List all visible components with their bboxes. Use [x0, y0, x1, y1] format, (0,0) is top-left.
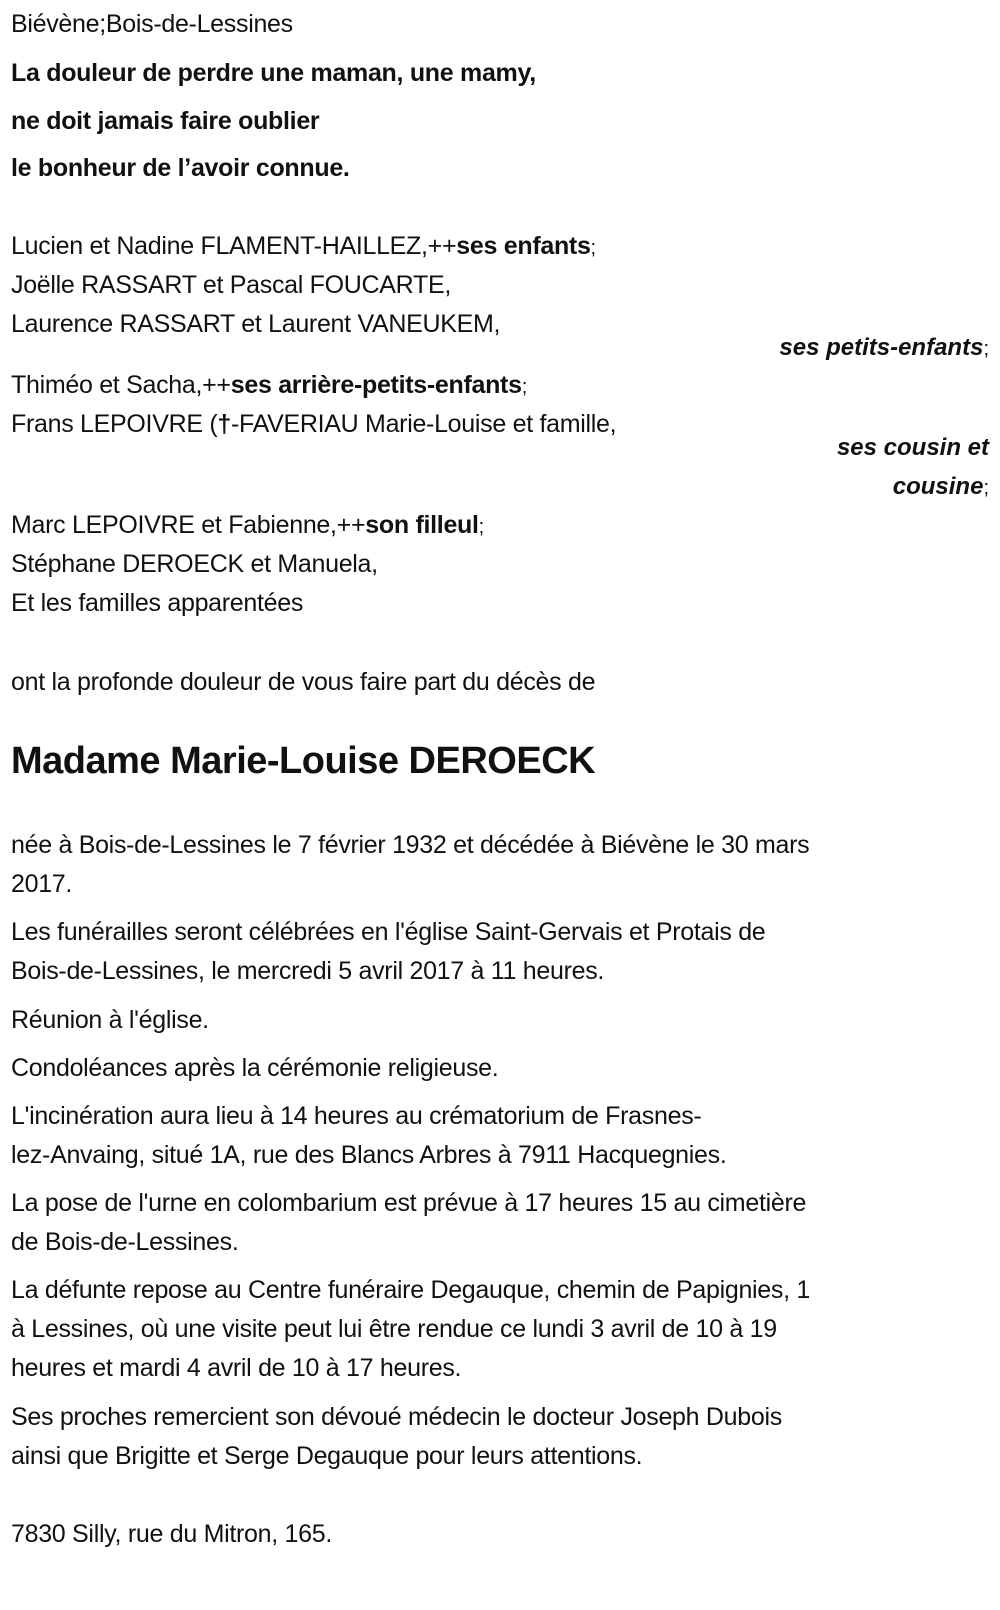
great-grandchildren-relation: ses arrière-petits-enfants — [230, 371, 522, 399]
separator: ; — [590, 237, 596, 259]
grandchildren-relation-label: ses petits-enfants — [779, 334, 984, 361]
meeting: Réunion à l'église. — [11, 1006, 209, 1034]
cremation-1: L'incinération aura lieu à 14 heures au crématorium de Frasnes- — [11, 1102, 702, 1130]
separator: ; — [983, 338, 989, 360]
rest-3: heures et mardi 4 avril de 10 à 17 heures. — [11, 1354, 462, 1382]
children-names: Lucien et Nadine FLAMENT-HAILLEZ,++ — [11, 232, 457, 260]
urn-2: de Bois-de-Lessines. — [11, 1228, 239, 1256]
separator: ; — [983, 477, 989, 499]
family-great-grandchildren — [11, 370, 527, 402]
grandchildren-relation — [779, 333, 989, 364]
thanks-1: Ses proches remercient son dévoué médecin le docteur Joseph Dubois — [11, 1403, 782, 1431]
family-children — [11, 231, 596, 263]
cremation-2: lez-Anvaing, situé 1A, rue des Blancs Arbres à 7911 Hacquegnies. — [11, 1141, 727, 1169]
location-header: Biévène;Bois-de-Lessines — [11, 10, 293, 38]
godson-relation: son filleul — [365, 511, 479, 539]
rest-1: La défunte repose au Centre funéraire Degauque, chemin de Papignies, 1 — [11, 1276, 811, 1304]
family-other-2: Et les familles apparentées — [11, 589, 304, 617]
condolences: Condoléances après la cérémonie religieuse. — [11, 1054, 499, 1082]
birth-death-2: 2017. — [11, 870, 73, 898]
poem-line-1: La douleur de perdre une maman, une mamy, — [11, 59, 536, 87]
poem-line-3: le bonheur de l’avoir connue. — [11, 154, 350, 182]
cousins-relation-line-2 — [893, 472, 989, 503]
grandchild-2: Laurence RASSART et Laurent VANEUKEM, — [11, 310, 501, 338]
cousins-names: Frans LEPOIVRE ( — [11, 410, 218, 438]
godson-names: Marc LEPOIVRE et Fabienne,++ — [11, 511, 366, 539]
cousins-relation-line-1: ses cousin et — [836, 434, 989, 461]
deceased-name: Madame Marie-Louise DEROECK — [11, 740, 596, 782]
family-godson — [11, 510, 484, 542]
family-cousins — [11, 409, 616, 439]
grandchild-1: Joëlle RASSART et Pascal FOUCARTE, — [11, 271, 451, 299]
cousins-relation-label: cousine — [892, 473, 984, 500]
great-grandchildren-names: Thiméo et Sacha,++ — [11, 371, 231, 399]
separator: ; — [478, 516, 484, 538]
rest-2: à Lessines, où une visite peut lui être rendue ce lundi 3 avril de 10 à 19 — [11, 1315, 777, 1343]
birth-death-1: née à Bois-de-Lessines le 7 février 1932 et décédée à Biévène le 30 mars — [11, 831, 810, 859]
cousins-names-after: -FAVERIAU Marie-Louise et famille, — [230, 410, 617, 438]
funeral-1: Les funérailles seront célébrées en l'église Saint-Gervais et Protais de — [11, 918, 766, 946]
cross-icon: † — [217, 410, 231, 438]
family-other-1: Stéphane DEROECK et Manuela, — [11, 550, 378, 578]
poem-line-2: ne doit jamais faire oublier — [11, 107, 320, 135]
children-relation: ses enfants — [456, 232, 591, 260]
announcement: ont la profonde douleur de vous faire part du décès de — [11, 668, 596, 696]
funeral-2: Bois-de-Lessines, le mercredi 5 avril 2017 à 11 heures. — [11, 957, 605, 985]
thanks-2: ainsi que Brigitte et Serge Degauque pour leurs attentions. — [11, 1442, 643, 1470]
address: 7830 Silly, rue du Mitron, 165. — [11, 1520, 332, 1548]
separator: ; — [521, 376, 527, 398]
urn-1: La pose de l'urne en colombarium est prévue à 17 heures 15 au cimetière — [11, 1189, 807, 1217]
